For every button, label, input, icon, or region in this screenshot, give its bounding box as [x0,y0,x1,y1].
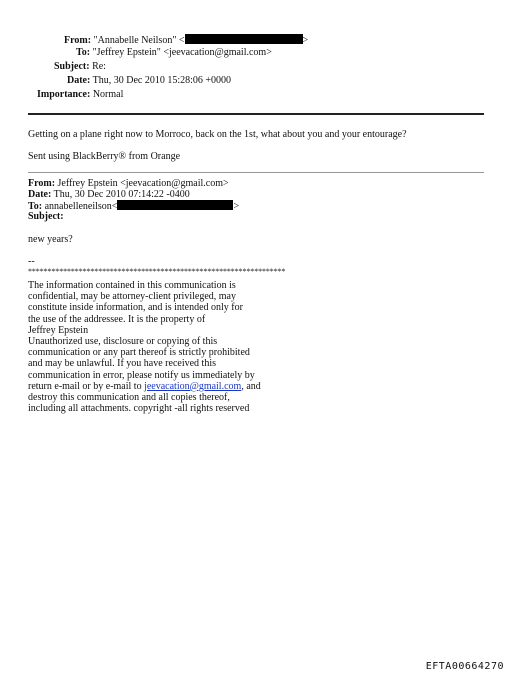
header-divider [28,113,484,115]
header-to-row [76,47,272,59]
header-importance-value: Normal [92,89,124,100]
header-subject-label: Subject: [54,61,90,72]
original-from-label: From: [28,178,56,189]
original-body: new years? [28,234,73,245]
disclaimer-line: destroy this communication and all copies thereof, [28,392,230,404]
header-date-row [67,75,231,87]
email-link[interactable]: jeevacation@gmail.com [144,380,242,392]
reply-body: Getting on a plane right now to Morroco, back on the 1st, what about you and your entourage? [28,129,407,140]
header-from-value: "Annabelle Neilson" < [93,35,185,46]
original-date-value: Thu, 30 Dec 2010 07:14:22 -0400 [53,189,190,200]
disclaimer-line: communication in error, please notify us immediately by [28,369,255,381]
original-to-suffix: > [233,201,240,212]
disclaimer-line: and may be unlawful. If you have received this [28,358,216,370]
header-to-label: To: [76,47,91,58]
signature-dashes: -- [28,256,35,267]
disclaimer-line-notify [28,381,288,392]
original-to-label: To: [28,201,43,212]
header-importance-label: Importance: [37,89,91,100]
header-subject-value: Re: [92,61,106,72]
redaction-bar [185,34,303,44]
disclaimer-line: communication or any part thereof is strictly prohibited [28,347,250,359]
disclaimer-line: Jeffrey Epstein [28,324,89,336]
redaction-bar [117,200,233,210]
disclaimer-line: constitute inside information, and is intended only for [28,302,243,314]
document-id: EFTA00664270 [425,661,504,672]
original-date-label: Date: [28,189,52,200]
header-date-label: Date: [67,75,91,86]
disclaimer-line: The information contained in this communication is [28,280,236,291]
header-date-value: Thu, 30 Dec 2010 15:28:06 +0000 [92,75,232,86]
header-from-label: From: [64,35,92,46]
original-subject-row [28,211,64,223]
disclaimer-notify-prefix: return e-mail or by e-mail to [28,380,145,392]
original-from-value: Jeffrey Epstein <jeevacation@gmail.com> [57,178,229,189]
header-from-suffix: > [302,35,309,46]
disclaimer-line: including all attachments. copyright -all rights reserved [28,403,250,415]
disclaimer-line: confidential, may be attorney-client privileged, may [28,291,236,303]
reply-signature: Sent using BlackBerry® from Orange [28,151,181,162]
original-to-value: annabelleneilson< [44,201,118,212]
disclaimer-line: Unauthorized use, disclosure or copying of this [28,336,218,348]
header-importance-row [37,89,123,101]
header-to-value: "Jeffrey Epstein" <jeevacation@gmail.com> [92,47,272,58]
disclaimer-line: the use of the addressee. It is the property of [28,313,206,325]
disclaimer-notify-suffix: , and [241,380,261,392]
quote-divider [28,172,484,173]
confidentiality-disclaimer [28,280,288,414]
header-subject-row [54,61,106,73]
header-from-row [64,34,308,47]
signature-stars: ****************************************************************** [28,267,286,276]
original-subject-label: Subject: [28,211,64,222]
